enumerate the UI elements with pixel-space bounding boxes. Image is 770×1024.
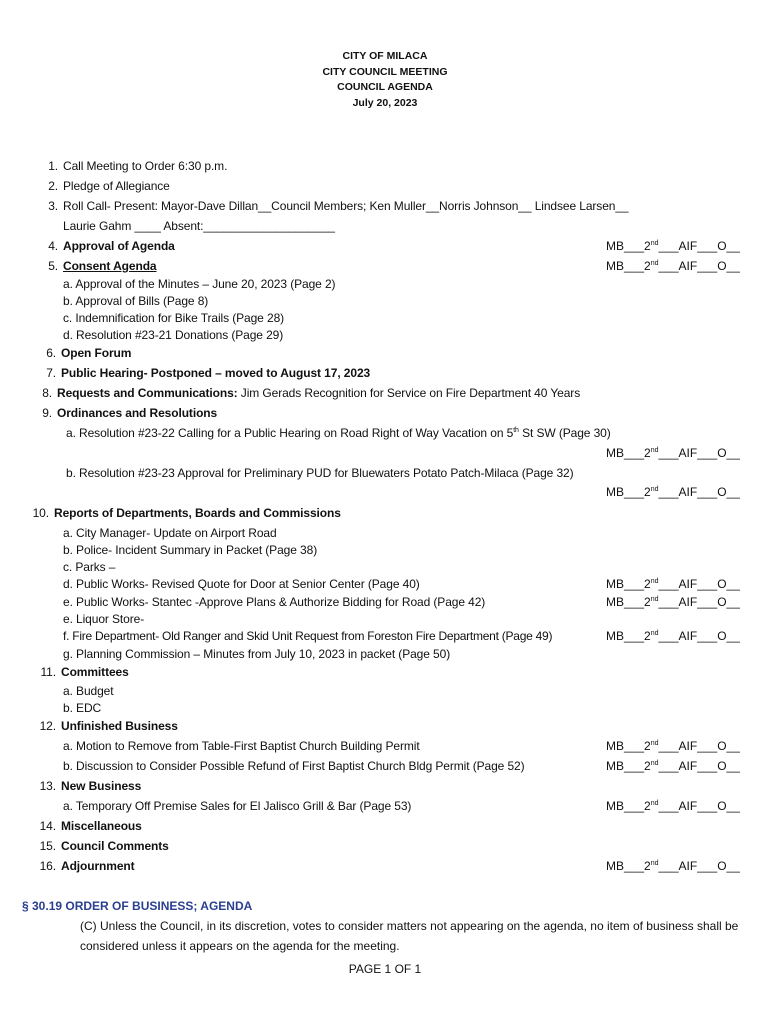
item-text: Ordinances and Resolutions (57, 406, 218, 420)
item-text: Unfinished Business (61, 719, 178, 733)
item-text: Open Forum (61, 346, 132, 360)
agenda-item-11 (40, 664, 129, 680)
agenda-item-9 (42, 405, 218, 421)
report-item-e: e. Public Works- Stantec -Approve Plans & Authorize Bidding for Road (Page 42) (63, 595, 486, 609)
item-number: 13. (39, 779, 56, 793)
item-text: Consent Agenda (63, 259, 157, 273)
vote-line: MB___2nd___AIF___O__ (606, 239, 740, 253)
agenda-item-1 (48, 158, 228, 174)
item-number: 14. (39, 819, 56, 833)
ordinance-text: (C) Unless the Council, in its discretion, votes to consider matters not appearing on the agenda, no item of business shall be considered unless it appears on the agenda for the meeting. (80, 919, 739, 953)
agenda-item-10 (32, 505, 341, 521)
committee-item-b: b. EDC (63, 701, 102, 715)
item-number: 10. (32, 506, 49, 520)
report-item-e-liquor: e. Liquor Store- (63, 612, 145, 626)
item-text: Public Hearing- Postponed – moved to August 17, 2023 (61, 366, 371, 380)
item-text: Committees (61, 665, 129, 679)
new-business-item-a: a. Temporary Off Premise Sales for El Jalisco Grill & Bar (Page 53) (63, 799, 412, 813)
item-text: Roll Call- Present: Mayor-Dave Dillan__Council Members; Ken Muller__Norris Johnson__ Lindsee Larsen__ (63, 199, 629, 213)
unfinished-item-a: a. Motion to Remove from Table-First Baptist Church Building Permit (63, 739, 420, 753)
meeting-name: CITY COUNCIL MEETING (322, 65, 448, 78)
item-number: 4. (48, 239, 58, 253)
resolution-item-b: b. Resolution #23-23 Approval for Preliminary PUD for Bluewaters Potato Patch-Milaca (Page 32) (66, 466, 574, 480)
resolution-item-a: a. Resolution #23-22 Calling for a Public Hearing on Road Right of Way Vacation on 5th St SW (Page 30) (66, 426, 611, 440)
agenda-item-6 (46, 345, 132, 361)
vote-line: MB___2nd___AIF___O__ (606, 629, 740, 643)
consent-item-d: d. Resolution #23-21 Donations (Page 29) (63, 328, 284, 342)
item-text: Miscellaneous (61, 819, 142, 833)
agenda-item-16 (39, 858, 135, 874)
item-number: 1. (48, 159, 58, 173)
vote-line: MB___2nd___AIF___O__ (606, 595, 740, 609)
item-text: Adjournment (61, 859, 135, 873)
item-text: Jim Gerads Recognition for Service on Fire Department 40 Years (237, 386, 581, 400)
vote-line: MB___2nd___AIF___O__ (606, 799, 740, 813)
report-item-g: g. Planning Commission – Minutes from July 10, 2023 in packet (Page 50) (63, 647, 451, 661)
item-number: 8. (42, 386, 52, 400)
agenda-item-13 (39, 778, 142, 794)
item-number: 15. (39, 839, 56, 853)
report-item-d: d. Public Works- Revised Quote for Door at Senior Center (Page 40) (63, 577, 420, 591)
page-number: PAGE 1 OF 1 (348, 962, 422, 976)
item-number: 7. (46, 366, 56, 380)
agenda-item-2 (48, 178, 170, 194)
item-text: Reports of Departments, Boards and Commissions (54, 506, 341, 520)
item-text: Approval of Agenda (63, 239, 175, 253)
agenda-item-7 (46, 365, 371, 381)
item-number: 12. (39, 719, 56, 733)
item-number: 5. (48, 259, 58, 273)
agenda-title: COUNCIL AGENDA (337, 81, 433, 93)
report-item-a: a. City Manager- Update on Airport Road (63, 526, 277, 540)
consent-item-b: b. Approval of Bills (Page 8) (63, 294, 209, 308)
roll-call-continued: Laurie Gahm ____ Absent:____________________ (63, 219, 335, 233)
report-item-b: b. Police- Incident Summary in Packet (Page 38) (63, 543, 318, 557)
agenda-item-14 (39, 818, 142, 834)
item-text: Council Comments (61, 839, 169, 853)
consent-item-c: c. Indemnification for Bike Trails (Page 28) (63, 311, 285, 325)
consent-item-a: a. Approval of the Minutes – June 20, 2023 (Page 2) (63, 277, 336, 291)
vote-line: MB___2nd___AIF___O__ (606, 759, 740, 773)
item-number: 2. (48, 179, 58, 193)
vote-line: MB___2nd___AIF___O__ (606, 739, 740, 753)
item-number: 16. (39, 859, 56, 873)
item-number: 11. (40, 665, 56, 679)
agenda-item-5 (48, 258, 157, 274)
item-text: Pledge of Allegiance (63, 179, 170, 193)
report-item-c: c. Parks – (63, 560, 116, 574)
report-item-f: f. Fire Department- Old Ranger and Skid Unit Request from Foreston Fire Department (Page 49) (63, 629, 553, 643)
item-text: Call Meeting to Order 6:30 p.m. (63, 159, 228, 173)
item-label: Requests and Communications: (57, 386, 238, 400)
committee-item-a: a. Budget (63, 684, 114, 698)
vote-line: MB___2nd___AIF___O__ (606, 577, 740, 591)
agenda-item-12 (39, 718, 178, 734)
vote-line: MB___2nd___AIF___O__ (606, 859, 740, 873)
vote-line: MB___2nd___AIF___O__ (606, 446, 740, 460)
item-number: 9. (42, 406, 52, 420)
vote-line: MB___2nd___AIF___O__ (606, 485, 740, 499)
vote-line: MB___2nd___AIF___O__ (606, 259, 740, 273)
meeting-date: July 20, 2023 (352, 96, 418, 109)
item-text: New Business (61, 779, 142, 793)
agenda-item-15 (39, 838, 169, 854)
city-name: CITY OF MILACA (342, 50, 428, 62)
document-header (0, 49, 770, 111)
agenda-item-3 (48, 198, 629, 214)
item-number: 6. (46, 346, 56, 360)
agenda-item-4 (48, 238, 175, 254)
item-number: 3. (48, 199, 58, 213)
ordinance-heading: § 30.19 ORDER OF BUSINESS; AGENDA (22, 899, 253, 913)
agenda-item-8 (42, 385, 581, 401)
unfinished-item-b: b. Discussion to Consider Possible Refund of First Baptist Church Bldg Permit (Page 52) (63, 759, 525, 773)
